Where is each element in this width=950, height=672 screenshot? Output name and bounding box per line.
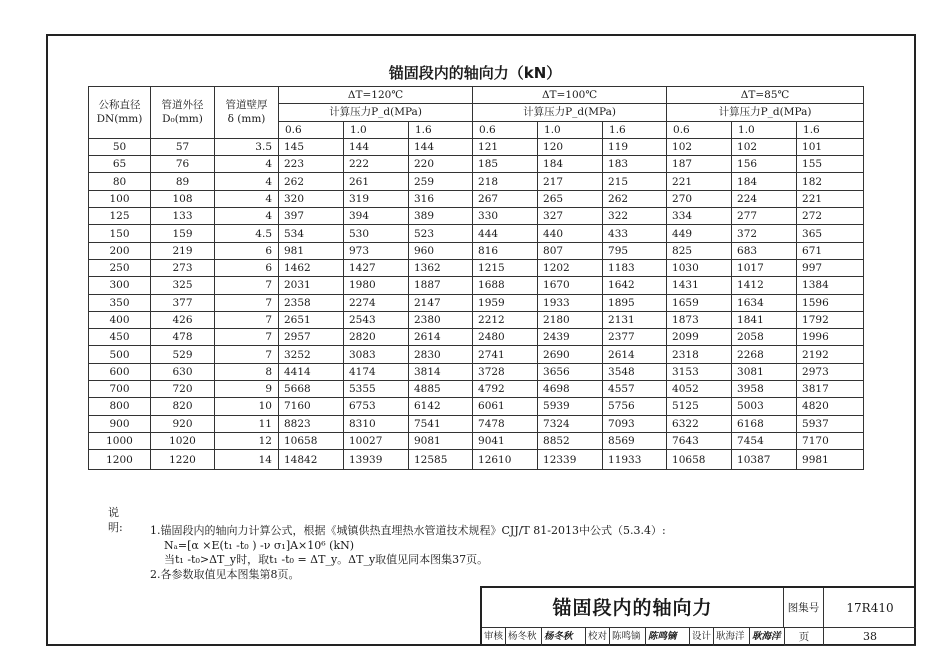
cell-force: 8852 bbox=[538, 432, 603, 449]
cell-force: 1873 bbox=[667, 311, 732, 328]
cell-force: 4885 bbox=[409, 381, 473, 398]
cell-force: 2614 bbox=[603, 346, 667, 363]
cell-force: 5939 bbox=[538, 398, 603, 415]
cell-force: 320 bbox=[279, 190, 344, 207]
table-row bbox=[89, 381, 864, 398]
cell-force: 1384 bbox=[797, 277, 864, 294]
cell-dn: 1200 bbox=[89, 450, 151, 470]
cell-od: 1020 bbox=[151, 432, 215, 449]
table-row bbox=[89, 329, 864, 346]
table-row bbox=[89, 432, 864, 449]
cell-dn: 200 bbox=[89, 242, 151, 259]
signature-row bbox=[482, 628, 784, 646]
cell-force: 394 bbox=[344, 208, 409, 225]
cell-force: 444 bbox=[473, 225, 538, 242]
cell-force: 389 bbox=[409, 208, 473, 225]
cell-force: 1462 bbox=[279, 259, 344, 276]
cell-force: 262 bbox=[279, 173, 344, 190]
cell-force: 9041 bbox=[473, 432, 538, 449]
table-row bbox=[89, 346, 864, 363]
cell-dn: 300 bbox=[89, 277, 151, 294]
cell-force: 816 bbox=[473, 242, 538, 259]
cell-force: 2274 bbox=[344, 294, 409, 311]
cell-force: 187 bbox=[667, 156, 732, 173]
cell-force: 101 bbox=[797, 138, 864, 155]
table-row bbox=[89, 259, 864, 276]
notes-label: 说明: bbox=[108, 506, 123, 534]
cell-force: 1895 bbox=[603, 294, 667, 311]
cell-force: 10658 bbox=[667, 450, 732, 470]
cell-force: 1362 bbox=[409, 259, 473, 276]
cell-od: 273 bbox=[151, 259, 215, 276]
pressure-0-6: 0.6 bbox=[667, 121, 732, 138]
cell-wall: 4 bbox=[215, 173, 279, 190]
cell-od: 478 bbox=[151, 329, 215, 346]
cell-wall: 4.5 bbox=[215, 225, 279, 242]
designer-name: 耿海洋 bbox=[714, 628, 750, 646]
pressure-1-0: 1.0 bbox=[732, 121, 797, 138]
cell-force: 334 bbox=[667, 208, 732, 225]
cell-force: 3817 bbox=[797, 381, 864, 398]
cell-od: 920 bbox=[151, 415, 215, 432]
cell-force: 14842 bbox=[279, 450, 344, 470]
cell-force: 2358 bbox=[279, 294, 344, 311]
cell-wall: 7 bbox=[215, 311, 279, 328]
cell-force: 2131 bbox=[603, 311, 667, 328]
table-row bbox=[89, 190, 864, 207]
table-row bbox=[89, 208, 864, 225]
cell-od: 76 bbox=[151, 156, 215, 173]
cell-force: 183 bbox=[603, 156, 667, 173]
cell-force: 145 bbox=[279, 138, 344, 155]
cell-force: 2973 bbox=[797, 363, 864, 380]
pressure-1-6: 1.6 bbox=[797, 121, 864, 138]
cell-force: 12339 bbox=[538, 450, 603, 470]
cell-force: 270 bbox=[667, 190, 732, 207]
cell-wall: 10 bbox=[215, 398, 279, 415]
cell-wall: 14 bbox=[215, 450, 279, 470]
cell-dn: 400 bbox=[89, 311, 151, 328]
cell-force: 433 bbox=[603, 225, 667, 242]
cell-force: 218 bbox=[473, 173, 538, 190]
cell-force: 11933 bbox=[603, 450, 667, 470]
reviewer-name: 杨冬秋 bbox=[506, 628, 542, 646]
header-pressure-85 bbox=[667, 104, 864, 121]
cell-force: 6142 bbox=[409, 398, 473, 415]
cell-force: 6322 bbox=[667, 415, 732, 432]
cell-force: 184 bbox=[538, 156, 603, 173]
cell-force: 5668 bbox=[279, 381, 344, 398]
header-pressure-120 bbox=[279, 104, 473, 121]
cell-force: 7541 bbox=[409, 415, 473, 432]
table-body bbox=[89, 138, 864, 469]
cell-force: 7170 bbox=[797, 432, 864, 449]
cell-force: 2180 bbox=[538, 311, 603, 328]
table-row bbox=[89, 294, 864, 311]
cell-force: 397 bbox=[279, 208, 344, 225]
header-dt-85: ΔT=85℃ bbox=[667, 87, 864, 104]
cell-force: 2058 bbox=[732, 329, 797, 346]
cell-force: 222 bbox=[344, 156, 409, 173]
cell-force: 5937 bbox=[797, 415, 864, 432]
cell-force: 1996 bbox=[797, 329, 864, 346]
pressure-1-6: 1.6 bbox=[409, 121, 473, 138]
pressure-1-0: 1.0 bbox=[538, 121, 603, 138]
cell-dn: 100 bbox=[89, 190, 151, 207]
cell-force: 3153 bbox=[667, 363, 732, 380]
cell-force: 224 bbox=[732, 190, 797, 207]
cell-force: 6061 bbox=[473, 398, 538, 415]
pressure-1-0: 1.0 bbox=[344, 121, 409, 138]
note-item-1: 1.锚固段内的轴向力计算公式，根据《城镇供热直埋热水管道技术规程》CJJ/T 81-2013中公式（5.3.4）: bbox=[150, 524, 666, 537]
cell-dn: 250 bbox=[89, 259, 151, 276]
cell-dn: 500 bbox=[89, 346, 151, 363]
cell-force: 102 bbox=[667, 138, 732, 155]
cell-wall: 7 bbox=[215, 329, 279, 346]
page-number: 38 bbox=[824, 628, 916, 646]
cell-force: 5125 bbox=[667, 398, 732, 415]
cell-force: 277 bbox=[732, 208, 797, 225]
atlas-number: 17R410 bbox=[824, 588, 916, 628]
cell-force: 7160 bbox=[279, 398, 344, 415]
cell-od: 426 bbox=[151, 311, 215, 328]
cell-force: 7643 bbox=[667, 432, 732, 449]
cell-force: 3252 bbox=[279, 346, 344, 363]
cell-force: 1634 bbox=[732, 294, 797, 311]
cell-force: 1030 bbox=[667, 259, 732, 276]
cell-force: 261 bbox=[344, 173, 409, 190]
cell-force: 4820 bbox=[797, 398, 864, 415]
cell-force: 4414 bbox=[279, 363, 344, 380]
header-pressure-100 bbox=[473, 104, 667, 121]
cell-force: 217 bbox=[538, 173, 603, 190]
cell-force: 316 bbox=[409, 190, 473, 207]
cell-force: 1959 bbox=[473, 294, 538, 311]
cell-force: 3656 bbox=[538, 363, 603, 380]
cell-force: 215 bbox=[603, 173, 667, 190]
cell-force: 981 bbox=[279, 242, 344, 259]
cell-force: 1427 bbox=[344, 259, 409, 276]
cell-force: 3083 bbox=[344, 346, 409, 363]
cell-force: 3548 bbox=[603, 363, 667, 380]
cell-dn: 50 bbox=[89, 138, 151, 155]
cell-force: 1642 bbox=[603, 277, 667, 294]
cell-force: 6753 bbox=[344, 398, 409, 415]
cell-force: 267 bbox=[473, 190, 538, 207]
cell-od: 720 bbox=[151, 381, 215, 398]
checker-name: 陈鸣镝 bbox=[610, 628, 646, 646]
cell-force: 12610 bbox=[473, 450, 538, 470]
cell-force: 1412 bbox=[732, 277, 797, 294]
note-formula: Nₐ=[α ×E(t₁ -t₀ ) -ν σ₁]A×10⁶ (kN) bbox=[164, 538, 355, 552]
cell-force: 4174 bbox=[344, 363, 409, 380]
cell-force: 365 bbox=[797, 225, 864, 242]
cell-force: 156 bbox=[732, 156, 797, 173]
cell-force: 530 bbox=[344, 225, 409, 242]
cell-dn: 65 bbox=[89, 156, 151, 173]
table-row bbox=[89, 138, 864, 155]
table-row bbox=[89, 225, 864, 242]
reviewer-signature: 杨冬秋 bbox=[542, 628, 586, 646]
table-row bbox=[89, 450, 864, 470]
cell-force: 322 bbox=[603, 208, 667, 225]
cell-force: 9081 bbox=[409, 432, 473, 449]
cell-force: 1980 bbox=[344, 277, 409, 294]
cell-force: 10027 bbox=[344, 432, 409, 449]
cell-force: 2480 bbox=[473, 329, 538, 346]
cell-wall: 4 bbox=[215, 156, 279, 173]
cell-od: 820 bbox=[151, 398, 215, 415]
cell-dn: 125 bbox=[89, 208, 151, 225]
design-label: 设计 bbox=[690, 628, 714, 646]
cell-force: 12585 bbox=[409, 450, 473, 470]
header-dt-100: ΔT=100℃ bbox=[473, 87, 667, 104]
cell-force: 3728 bbox=[473, 363, 538, 380]
cell-od: 377 bbox=[151, 294, 215, 311]
cell-force: 221 bbox=[797, 190, 864, 207]
pressure-label: 计算压力P_d(MPa) bbox=[329, 106, 422, 119]
cell-force: 523 bbox=[409, 225, 473, 242]
cell-force: 2741 bbox=[473, 346, 538, 363]
cell-od: 133 bbox=[151, 208, 215, 225]
cell-force: 1887 bbox=[409, 277, 473, 294]
cell-force: 221 bbox=[667, 173, 732, 190]
cell-force: 272 bbox=[797, 208, 864, 225]
cell-force: 1183 bbox=[603, 259, 667, 276]
cell-force: 13939 bbox=[344, 450, 409, 470]
cell-force: 185 bbox=[473, 156, 538, 173]
table-row bbox=[89, 173, 864, 190]
cell-force: 2957 bbox=[279, 329, 344, 346]
cell-wall: 7 bbox=[215, 277, 279, 294]
header-dn: 公称直径 DN(mm) bbox=[89, 87, 151, 139]
cell-force: 262 bbox=[603, 190, 667, 207]
cell-force: 1659 bbox=[667, 294, 732, 311]
cell-od: 529 bbox=[151, 346, 215, 363]
cell-force: 120 bbox=[538, 138, 603, 155]
cell-force: 2147 bbox=[409, 294, 473, 311]
cell-force: 997 bbox=[797, 259, 864, 276]
cell-force: 330 bbox=[473, 208, 538, 225]
cell-od: 630 bbox=[151, 363, 215, 380]
cell-force: 265 bbox=[538, 190, 603, 207]
cell-force: 4052 bbox=[667, 381, 732, 398]
cell-force: 671 bbox=[797, 242, 864, 259]
cell-force: 795 bbox=[603, 242, 667, 259]
cell-wall: 4 bbox=[215, 190, 279, 207]
cell-force: 3814 bbox=[409, 363, 473, 380]
cell-force: 3958 bbox=[732, 381, 797, 398]
cell-force: 1792 bbox=[797, 311, 864, 328]
cell-force: 327 bbox=[538, 208, 603, 225]
cell-force: 10658 bbox=[279, 432, 344, 449]
cell-force: 2380 bbox=[409, 311, 473, 328]
cell-force: 449 bbox=[667, 225, 732, 242]
cell-force: 7454 bbox=[732, 432, 797, 449]
cell-force: 182 bbox=[797, 173, 864, 190]
table-row bbox=[89, 363, 864, 380]
cell-force: 1670 bbox=[538, 277, 603, 294]
cell-wall: 4 bbox=[215, 208, 279, 225]
cell-force: 3081 bbox=[732, 363, 797, 380]
cell-force: 1933 bbox=[538, 294, 603, 311]
page-label: 页 bbox=[784, 628, 824, 646]
cell-force: 2690 bbox=[538, 346, 603, 363]
designer-signature: 耿海洋 bbox=[752, 631, 781, 642]
cell-force: 534 bbox=[279, 225, 344, 242]
cell-force: 102 bbox=[732, 138, 797, 155]
cell-force: 2543 bbox=[344, 311, 409, 328]
cell-wall: 7 bbox=[215, 346, 279, 363]
table-row bbox=[89, 398, 864, 415]
note-condition: 当t₁ -t₀>ΔT_y时，取t₁ -t₀ = ΔT_y。ΔT_y取值见同本图集37页。 bbox=[164, 553, 489, 566]
cell-force: 144 bbox=[409, 138, 473, 155]
checker-signature: 陈鸣镝 bbox=[646, 628, 690, 646]
cell-force: 184 bbox=[732, 173, 797, 190]
cell-force: 2830 bbox=[409, 346, 473, 363]
cell-force: 2099 bbox=[667, 329, 732, 346]
cell-dn: 700 bbox=[89, 381, 151, 398]
check-label: 校对 bbox=[586, 628, 610, 646]
cell-force: 4698 bbox=[538, 381, 603, 398]
cell-force: 8569 bbox=[603, 432, 667, 449]
cell-dn: 800 bbox=[89, 398, 151, 415]
atlas-number-label: 图集号 bbox=[784, 588, 824, 628]
cell-wall: 6 bbox=[215, 242, 279, 259]
table-row bbox=[89, 242, 864, 259]
cell-force: 7324 bbox=[538, 415, 603, 432]
cell-force: 8310 bbox=[344, 415, 409, 432]
cell-dn: 600 bbox=[89, 363, 151, 380]
drawing-title: 锚固段内的轴向力 bbox=[482, 588, 784, 628]
table-row bbox=[89, 156, 864, 173]
cell-od: 159 bbox=[151, 225, 215, 242]
cell-force: 5355 bbox=[344, 381, 409, 398]
cell-force: 6168 bbox=[732, 415, 797, 432]
cell-wall: 12 bbox=[215, 432, 279, 449]
cell-force: 5003 bbox=[732, 398, 797, 415]
cell-od: 219 bbox=[151, 242, 215, 259]
cell-force: 220 bbox=[409, 156, 473, 173]
table-row bbox=[89, 415, 864, 432]
cell-force: 2268 bbox=[732, 346, 797, 363]
cell-force: 807 bbox=[538, 242, 603, 259]
pressure-label: 计算压力P_d(MPa) bbox=[523, 106, 616, 119]
cell-od: 89 bbox=[151, 173, 215, 190]
cell-force: 2614 bbox=[409, 329, 473, 346]
cell-force: 1202 bbox=[538, 259, 603, 276]
note-item-2: 2.各参数取值见本图集第8页。 bbox=[150, 567, 300, 581]
review-label: 审核 bbox=[482, 628, 506, 646]
cell-force: 1215 bbox=[473, 259, 538, 276]
cell-dn: 80 bbox=[89, 173, 151, 190]
cell-dn: 350 bbox=[89, 294, 151, 311]
cell-force: 319 bbox=[344, 190, 409, 207]
page-title: 锚固段内的轴向力（kN） bbox=[388, 64, 562, 82]
table-row bbox=[89, 277, 864, 294]
cell-dn: 900 bbox=[89, 415, 151, 432]
cell-force: 7478 bbox=[473, 415, 538, 432]
cell-wall: 8 bbox=[215, 363, 279, 380]
cell-force: 7093 bbox=[603, 415, 667, 432]
cell-force: 155 bbox=[797, 156, 864, 173]
cell-force: 5756 bbox=[603, 398, 667, 415]
pressure-1-6: 1.6 bbox=[603, 121, 667, 138]
cell-od: 57 bbox=[151, 138, 215, 155]
cell-force: 8823 bbox=[279, 415, 344, 432]
pressure-label: 计算压力P_d(MPa) bbox=[718, 106, 812, 119]
header-od: 管道外径 D₀(mm) bbox=[151, 87, 215, 139]
cell-force: 973 bbox=[344, 242, 409, 259]
cell-dn: 1000 bbox=[89, 432, 151, 449]
cell-force: 144 bbox=[344, 138, 409, 155]
cell-force: 1841 bbox=[732, 311, 797, 328]
cell-force: 2377 bbox=[603, 329, 667, 346]
cell-force: 960 bbox=[409, 242, 473, 259]
cell-force: 825 bbox=[667, 242, 732, 259]
title-block bbox=[480, 586, 916, 646]
cell-force: 2651 bbox=[279, 311, 344, 328]
cell-force: 683 bbox=[732, 242, 797, 259]
cell-force: 2820 bbox=[344, 329, 409, 346]
cell-force: 4557 bbox=[603, 381, 667, 398]
cell-force: 2318 bbox=[667, 346, 732, 363]
cell-wall: 9 bbox=[215, 381, 279, 398]
cell-force: 223 bbox=[279, 156, 344, 173]
cell-wall: 11 bbox=[215, 415, 279, 432]
cell-force: 1688 bbox=[473, 277, 538, 294]
cell-force: 1431 bbox=[667, 277, 732, 294]
pressure-0-6: 0.6 bbox=[279, 121, 344, 138]
cell-force: 2031 bbox=[279, 277, 344, 294]
cell-force: 2212 bbox=[473, 311, 538, 328]
cell-force: 4792 bbox=[473, 381, 538, 398]
cell-force: 372 bbox=[732, 225, 797, 242]
header-wall: 管道壁厚 δ (mm) bbox=[215, 87, 279, 139]
cell-wall: 3.5 bbox=[215, 138, 279, 155]
cell-force: 10387 bbox=[732, 450, 797, 470]
cell-force: 121 bbox=[473, 138, 538, 155]
cell-od: 1220 bbox=[151, 450, 215, 470]
cell-dn: 450 bbox=[89, 329, 151, 346]
cell-force: 9981 bbox=[797, 450, 864, 470]
cell-force: 2439 bbox=[538, 329, 603, 346]
cell-wall: 7 bbox=[215, 294, 279, 311]
axial-force-table bbox=[88, 86, 864, 470]
table-row bbox=[89, 311, 864, 328]
cell-dn: 150 bbox=[89, 225, 151, 242]
cell-od: 325 bbox=[151, 277, 215, 294]
cell-od: 108 bbox=[151, 190, 215, 207]
cell-force: 440 bbox=[538, 225, 603, 242]
cell-wall: 6 bbox=[215, 259, 279, 276]
cell-force: 259 bbox=[409, 173, 473, 190]
cell-force: 1596 bbox=[797, 294, 864, 311]
cell-force: 1017 bbox=[732, 259, 797, 276]
cell-force: 2192 bbox=[797, 346, 864, 363]
cell-force: 119 bbox=[603, 138, 667, 155]
pressure-0-6: 0.6 bbox=[473, 121, 538, 138]
header-dt-120: ΔT=120℃ bbox=[279, 87, 473, 104]
